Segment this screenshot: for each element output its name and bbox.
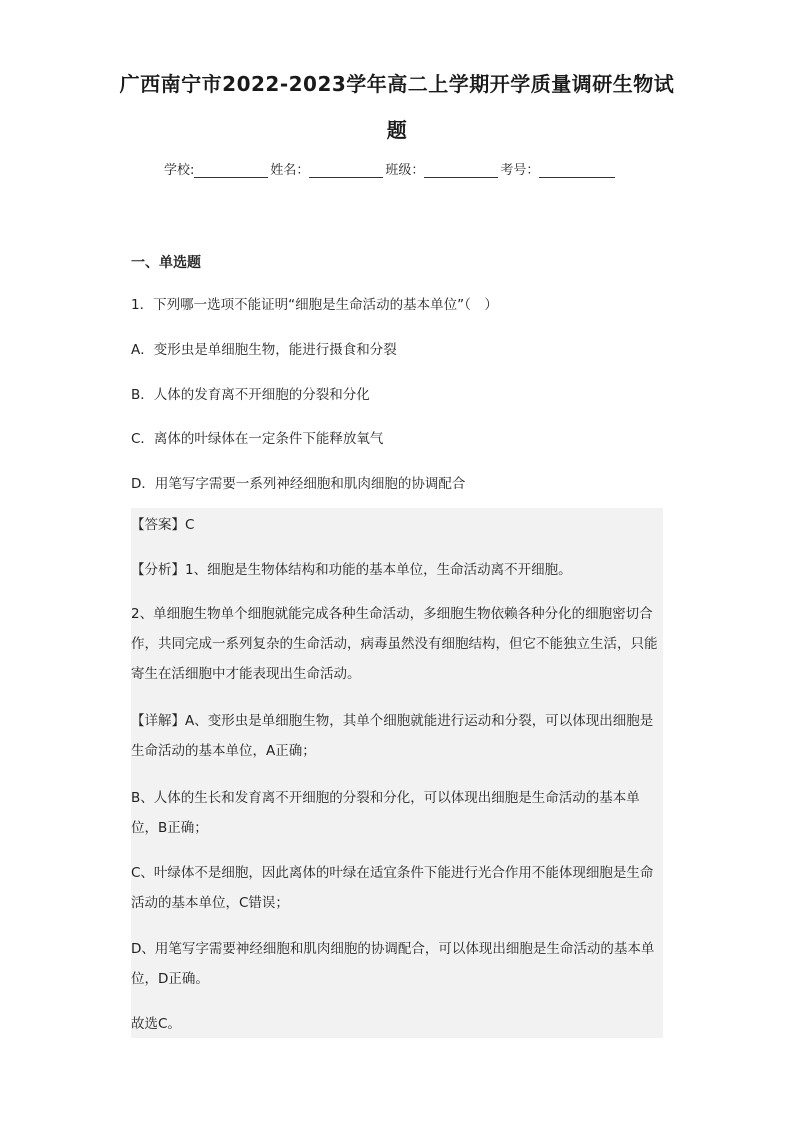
exam-number-label: 考号：	[500, 163, 540, 178]
school-label: 学校:	[164, 163, 195, 178]
conclusion: 故选C。	[131, 1016, 181, 1032]
class-blank[interactable]	[424, 177, 498, 178]
detail-b: B、人体的生长和发育离不开细胞的分裂和分化，可以体现出细胞是生命活动的基本单位，B正确；	[131, 790, 640, 836]
student-info-row	[164, 159, 617, 178]
document-title-line2: 题	[386, 118, 408, 142]
answer-line: 【答案】C	[131, 517, 195, 533]
detail-c: C、叶绿体不是细胞，因此离体的叶绿在适宜条件下能进行光合作用不能体现细胞是生命活动的基本单位，C错误；	[131, 865, 654, 911]
school-blank[interactable]	[194, 177, 268, 178]
analysis-point-2: 2、单细胞生物单个细胞就能完成各种生命活动，多细胞生物依赖各种分化的细胞密切合作，共同完成一系列复杂的生命活动，病毒虽然没有细胞结构，但它不能独立生活，只能寄生在活细胞中才能表现出生命活动。	[131, 606, 658, 682]
option-b: B．人体的发育离不开细胞的分裂和分化	[131, 387, 370, 403]
name-blank[interactable]	[309, 177, 383, 178]
detail-d: D、用笔写字需要神经细胞和肌肉细胞的协调配合，可以体现出细胞是生命活动的基本单位，D正确。	[131, 941, 655, 987]
option-d: D．用笔写字需要一系列神经细胞和肌肉细胞的协调配合	[131, 476, 466, 492]
detail-a: 【详解】A、变形虫是单细胞生物，其单个细胞就能进行运动和分裂，可以体现出细胞是生命活动的基本单位，A正确；	[131, 713, 654, 759]
exam-number-blank[interactable]	[539, 177, 615, 178]
option-a: A．变形虫是单细胞生物，能进行摄食和分裂	[131, 342, 397, 358]
document-title-line1: 广西南宁市2022-2023学年高二上学期开学质量调研生物试	[119, 72, 675, 96]
question-stem: 1．下列哪一选项不能证明“细胞是生命活动的基本单位”（ ）	[131, 297, 498, 313]
class-label: 班级：	[385, 163, 425, 178]
section-heading: 一、单选题	[131, 255, 201, 271]
option-c: C．离体的叶绿体在一定条件下能释放氧气	[131, 431, 384, 447]
analysis-point-1: 【分析】1、细胞是生物体结构和功能的基本单位，生命活动离不开细胞。	[131, 562, 572, 578]
name-label: 姓名：	[270, 163, 310, 178]
